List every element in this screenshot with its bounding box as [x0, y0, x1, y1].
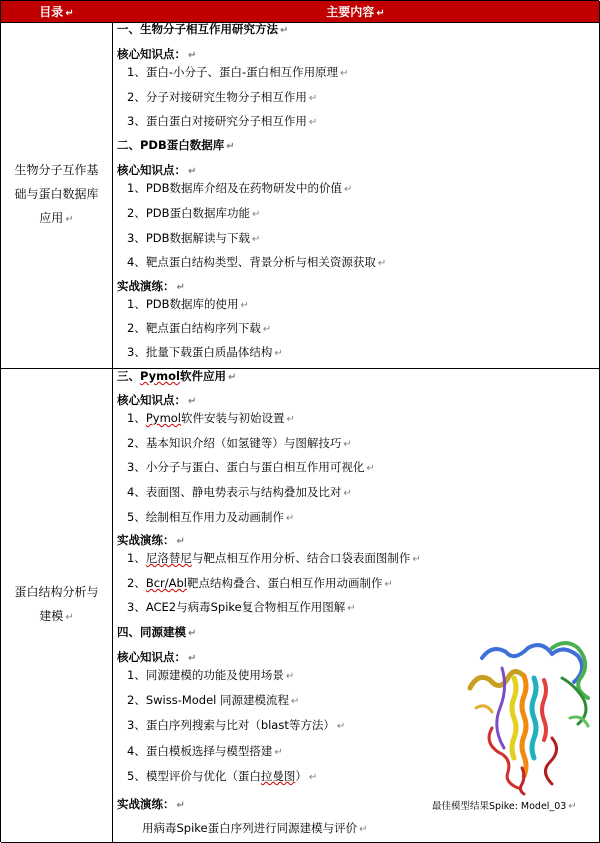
- helix-yellow: [512, 678, 516, 758]
- section4-core-label: 核心知识点： ↵: [117, 650, 197, 664]
- helix-red: [542, 680, 546, 740]
- section3-practice-item-2: 2、Bcr/Abl靶点结构叠合、蛋白相互作用动画制作 ↵: [127, 576, 393, 590]
- section1-item-2: 2、分子对接研究生物分子相互作用 ↵: [127, 90, 318, 104]
- section3-practice-item-3: 3、ACE2与病毒Spike复合物相互作用图解 ↵: [127, 600, 356, 614]
- section4-practice-label: 实战演练： ↵: [117, 797, 185, 811]
- section3-item-2: 2、基本知识介绍（如氢键等）与图解技巧 ↵: [127, 436, 352, 450]
- section3-core-label: 核心知识点： ↵: [117, 393, 197, 407]
- section3-heading: 三、Pymol软件应用 ↵: [117, 369, 237, 383]
- section2-practice-item-1: 1、PDB数据库的使用 ↵: [127, 297, 249, 311]
- ribbon-gold-small: [476, 706, 492, 712]
- section1-heading: 一、生物分子相互作用研究方法 ↵: [117, 22, 289, 36]
- section2-item-2: 2、PDB蛋白数据库功能 ↵: [127, 206, 261, 220]
- section3-practice-label: 实战演练： ↵: [117, 533, 185, 547]
- section3-item-1: 1、Pymol软件安装与初始设置 ↵: [127, 411, 295, 425]
- ribbon-purple: [497, 668, 505, 748]
- section4-item-4: 4、蛋白模板选择与模型搭建 ↵: [127, 744, 283, 758]
- helix-orange: [522, 676, 526, 776]
- section2-item-1: 1、PDB数据库介绍及在药物研发中的价值 ↵: [127, 181, 353, 195]
- section2-practice-label: 实战演练： ↵: [117, 279, 185, 293]
- section1-item-1: 1、蛋白-小分子、蛋白-蛋白相互作用原理 ↵: [127, 65, 349, 79]
- section3-item-4: 4、表面图、静电势表示与结构叠加及比对 ↵: [127, 485, 352, 499]
- section2-practice-item-3: 3、批量下载蛋白质晶体结构 ↵: [127, 345, 283, 359]
- section4-item-5: 5、模型评价与优化（蛋白拉曼图） ↵: [127, 769, 318, 783]
- section3-practice-item-1: 1、尼洛替尼与靶点相互作用分析、结合口袋表面图制作 ↵: [127, 551, 421, 565]
- ribbon-stalk: [520, 768, 524, 794]
- section4-item-2: 2、Swiss-Model 同源建模流程 ↵: [127, 693, 300, 707]
- spike-protein-structure-image: [462, 628, 600, 796]
- section2-item-4: 4、靶点蛋白结构类型、背景分析与相关资源获取 ↵: [127, 255, 387, 269]
- section2-core-label: 核心知识点： ↵: [117, 163, 197, 177]
- section4-practice-item: 用病毒Spike蛋白序列进行同源建模与评价 ↵: [142, 821, 368, 835]
- header-catalog: 目录 ↵: [1, 1, 113, 23]
- section2-practice-item-2: 2、靶点蛋白结构序列下载 ↵: [127, 321, 272, 335]
- image-caption: 最佳模型结果Spike: Model_03 ↵: [432, 801, 577, 812]
- section4-item-3: 3、蛋白序列搜索与比对（blast等方法） ↵: [127, 718, 346, 732]
- row2-title-cell: [1, 368, 113, 843]
- section1-core-label: 核心知识点： ↵: [117, 47, 197, 61]
- header-main-content: 主要内容 ↵: [112, 1, 600, 23]
- section2-item-3: 3、PDB数据解读与下载 ↵: [127, 231, 261, 245]
- section2-heading: 二、PDB蛋白数据库 ↵: [117, 138, 235, 152]
- ribbon-red-right: [545, 738, 556, 784]
- section3-item-5: 5、绘制相互作用力及动画制作 ↵: [127, 510, 295, 524]
- row1-title-cell: [1, 22, 113, 369]
- section1-item-3: 3、蛋白蛋白对接研究分子相互作用 ↵: [127, 114, 318, 128]
- row1-title: 生物分子互作基础与蛋白数据库应用 ↵: [14, 163, 99, 225]
- section4-item-1: 1、同源建模的功能及使用场景 ↵: [127, 668, 295, 682]
- section4-heading: 四、同源建模 ↵: [117, 625, 197, 639]
- row2-title: 蛋白结构分析与 建模 ↵: [14, 585, 99, 623]
- section3-item-3: 3、小分子与蛋白、蛋白与蛋白相互作用可视化 ↵: [127, 460, 375, 474]
- helix-cyan: [532, 678, 536, 758]
